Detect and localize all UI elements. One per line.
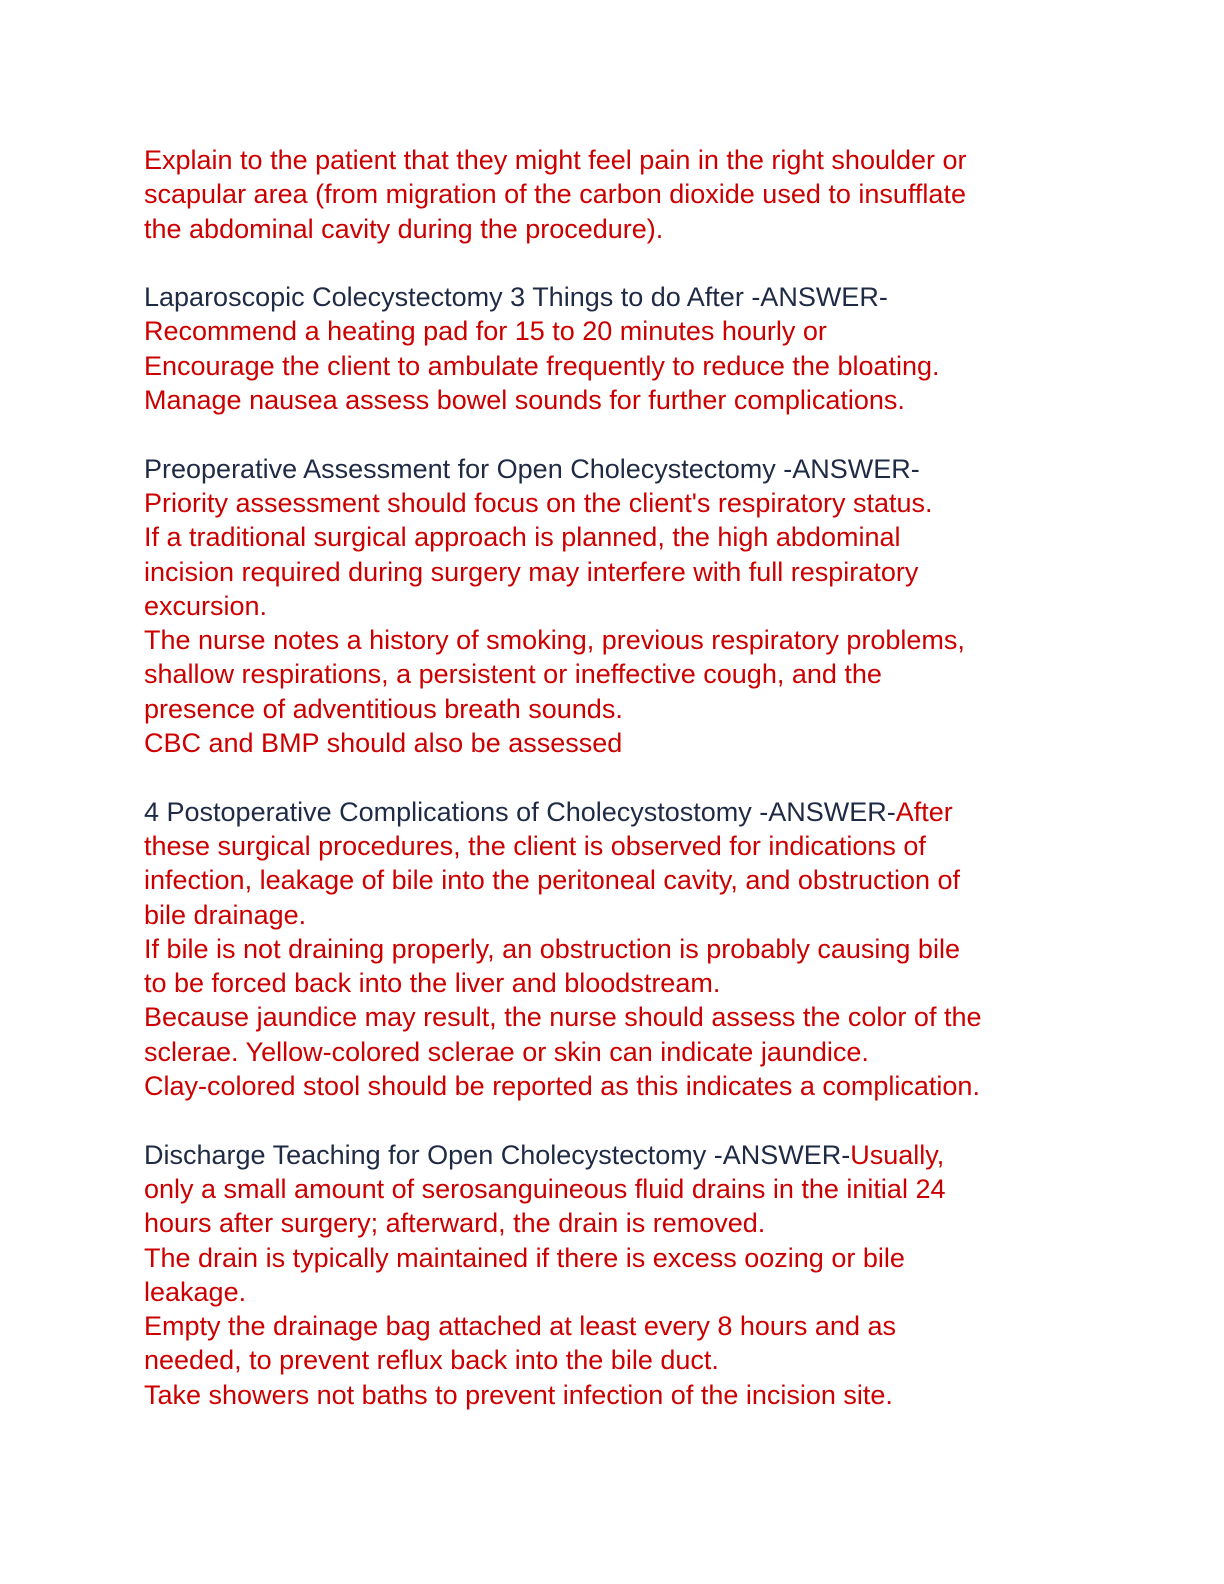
answer-line: only a small amount of serosanguineous fluid drains in the initial 24 — [144, 1173, 946, 1204]
paragraph-gap — [144, 1103, 1084, 1137]
question-line — [144, 1138, 1084, 1172]
paragraph-gap — [144, 246, 1084, 280]
qa-section-laparoscopic — [144, 280, 1084, 417]
answer-line: incision required during surgery may interfere with full respiratory — [144, 556, 919, 587]
answer-line: these surgical procedures, the client is observed for indications of — [144, 830, 926, 861]
answer-line: needed, to prevent reflux back into the bile duct. — [144, 1345, 719, 1376]
answer-inline: After — [895, 796, 953, 827]
question-text: 4 Postoperative Complications of Cholecystostomy -ANSWER- — [144, 796, 896, 827]
answer-line: shallow respirations, a persistent or ineffective cough, and the — [144, 659, 882, 690]
document-page — [144, 143, 1084, 1412]
answer-line: Encourage the client to ambulate frequently to reduce the bloating. — [144, 350, 940, 381]
qa-section-postoperative — [144, 795, 1084, 1104]
answer-line: Because jaundice may result, the nurse should assess the color of the — [144, 1002, 982, 1033]
answer-line: The drain is typically maintained if there is excess oozing or bile — [144, 1242, 905, 1273]
question-text: Laparoscopic Colecystectomy 3 Things to do After -ANSWER- — [144, 282, 888, 313]
paragraph-gap — [144, 417, 1084, 451]
answer-line: scapular area (from migration of the carbon dioxide used to insufflate — [144, 179, 966, 210]
answer-line: CBC and BMP should also be assessed — [144, 728, 623, 759]
answer-line: If a traditional surgical approach is planned, the high abdominal — [144, 522, 901, 553]
qa-section-preoperative — [144, 452, 1084, 761]
answer-line: leakage. — [144, 1276, 247, 1307]
answer-line: to be forced back into the liver and bloodstream. — [144, 968, 721, 999]
answer-line: Recommend a heating pad for 15 to 20 minutes hourly or — [144, 316, 827, 347]
answer-line: Explain to the patient that they might feel pain in the right shoulder or — [144, 145, 967, 175]
answer-line: hours after surgery; afterward, the drain is removed. — [144, 1208, 766, 1239]
question-line — [144, 795, 1084, 829]
answer-line: excursion. — [144, 590, 268, 621]
intro-answer — [144, 143, 1084, 246]
answer-inline: Usually, — [850, 1139, 945, 1170]
qa-section-discharge — [144, 1138, 1084, 1412]
answer-line: Take showers not baths to prevent infection of the incision site. — [144, 1379, 893, 1410]
question-text: Preoperative Assessment for Open Cholecystectomy -ANSWER- — [144, 453, 920, 484]
question-text: Discharge Teaching for Open Cholecystectomy -ANSWER- — [144, 1139, 851, 1170]
answer-line: The nurse notes a history of smoking, previous respiratory problems, — [144, 625, 965, 656]
answer-line: the abdominal cavity during the procedure). — [144, 213, 664, 244]
answer-line: presence of adventitious breath sounds. — [144, 693, 623, 724]
answer-line: Clay-colored stool should be reported as this indicates a complication. — [144, 1071, 980, 1102]
answer-line: sclerae. Yellow-colored sclerae or skin can indicate jaundice. — [144, 1036, 869, 1067]
answer-line: bile drainage. — [144, 899, 307, 930]
answer-line: infection, leakage of bile into the peritoneal cavity, and obstruction of — [144, 865, 961, 896]
answer-line: If bile is not draining properly, an obstruction is probably causing bile — [144, 933, 960, 964]
paragraph-gap — [144, 760, 1084, 794]
answer-line: Priority assessment should focus on the client's respiratory status. — [144, 487, 933, 518]
answer-line: Empty the drainage bag attached at least every 8 hours and as — [144, 1311, 896, 1342]
answer-line: Manage nausea assess bowel sounds for further complications. — [144, 385, 905, 416]
